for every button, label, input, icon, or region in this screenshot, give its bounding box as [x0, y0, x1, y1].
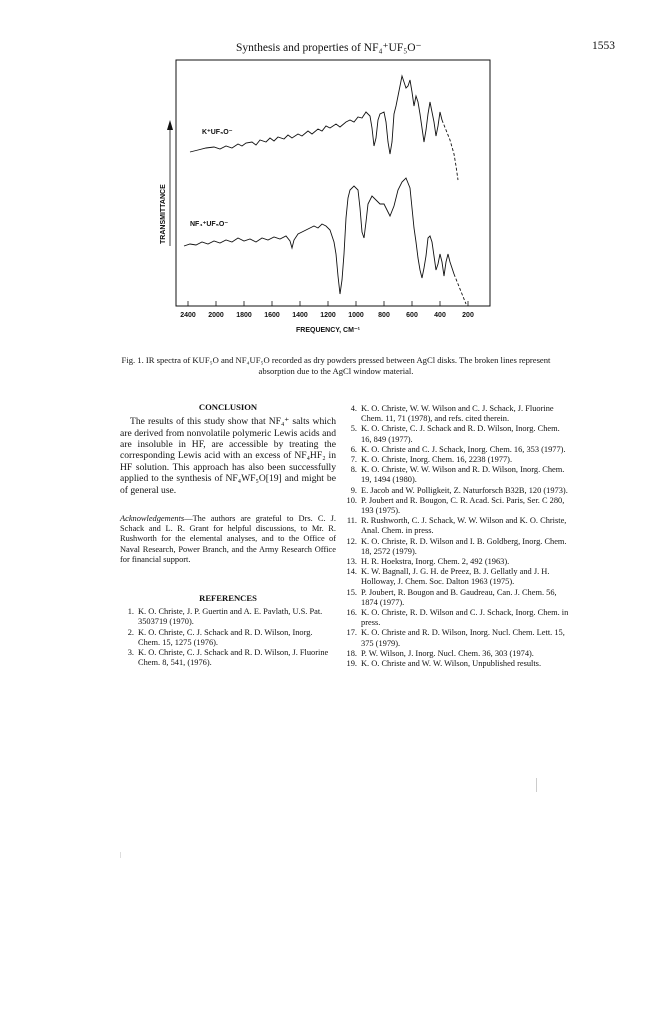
reference-text: K. O. Christe, W. W. Wilson and R. D. Wilson, Inorg. Chem. 19, 1494 (1980). — [361, 465, 565, 485]
reference-item — [343, 465, 569, 485]
acknowledgements-heading: Acknowledgements — [120, 514, 185, 524]
reference-text: K. O. Christe, J. P. Guertin and A. E. Pavlath, U.S. Pat. 3503719 (1970). — [138, 607, 323, 627]
reference-number: 3. — [127, 648, 134, 658]
reference-number: 11. — [346, 516, 357, 526]
reference-item — [343, 445, 569, 455]
acknowledgements — [120, 514, 336, 565]
acknowledgements-text: —The authors are grateful to Drs. C. J. Schack and L. R. Grant for helpful discussions, to Mr. R. Rushworth for the elemental analyses, and to the Office of Naval Research, Power Branch, and the Army Research Office for financial support. — [120, 514, 336, 564]
page-number: 1553 — [592, 40, 615, 52]
x-axis-ticks — [188, 301, 468, 306]
reference-number: 10. — [346, 495, 357, 505]
x-tick-600: 600 — [406, 312, 418, 319]
reference-item — [343, 455, 569, 465]
x-tick-1000: 1000 — [348, 312, 364, 319]
scan-mark — [536, 778, 537, 792]
x-tick-1800: 1800 — [236, 312, 252, 319]
reference-text: P. W. Wilson, J. Inorg. Nucl. Chem. 36, 303 (1974). — [361, 648, 534, 658]
ir-spectrum-figure — [150, 58, 510, 350]
reference-item — [343, 404, 569, 424]
reference-text: H. R. Hoekstra, Inorg. Chem. 2, 492 (1963). — [361, 557, 510, 567]
reference-number: 1. — [127, 607, 134, 617]
y-axis-arrowhead — [167, 120, 173, 130]
reference-text: K. O. Christe, R. D. Wilson and I. B. Goldberg, Inorg. Chem. 18, 2572 (1979). — [361, 536, 567, 556]
reference-text: K. O. Christe and R. D. Wilson, Inorg. Nucl. Chem. Lett. 15, 375 (1979). — [361, 628, 565, 648]
reference-item — [343, 486, 569, 496]
reference-item — [343, 516, 569, 536]
reference-item — [343, 588, 569, 608]
reference-item — [343, 608, 569, 628]
reference-number: 17. — [346, 628, 357, 638]
x-tick-1200: 1200 — [320, 312, 336, 319]
reference-text: K. O. Christe, R. D. Wilson and C. J. Schack, Inorg. Chem. in press. — [361, 608, 569, 628]
reference-text: K. O. Christe and C. J. Schack, Inorg. Chem. 16, 353 (1977). — [361, 444, 566, 454]
reference-text: R. Rushworth, C. J. Schack, W. W. Wilson and K. O. Christe, Anal. Chem. in press. — [361, 516, 567, 536]
nf4uf5o-trace — [184, 178, 454, 294]
figure-caption: Fig. 1. IR spectra of KUF₅O and NF₄UF₅O recorded as dry powders pressed between AgCl disks. The broken lines represent absorption due to the AgCl window material. — [121, 355, 551, 376]
reference-number: 16. — [346, 608, 357, 618]
x-tick-1400: 1400 — [292, 312, 308, 319]
reference-item — [343, 628, 569, 648]
reference-text: K. O. Christe, C. J. Schack and R. D. Wilson, J. Fluorine Chem. 8, 541, (1976). — [138, 648, 329, 668]
reference-item — [343, 649, 569, 659]
left-column — [120, 402, 336, 668]
x-axis-label: FREQUENCY, CM⁻¹ — [296, 327, 360, 334]
reference-text: K. O. Christe, C. J. Schack and R. D. Wilson, Inorg. Chem. 15, 1275 (1976). — [138, 627, 313, 647]
right-column-references — [343, 404, 569, 669]
reference-text: P. Joubert and R. Bougon, C. R. Acad. Sci. Paris, Ser. C 280, 193 (1975). — [361, 495, 565, 516]
reference-item — [343, 537, 569, 557]
reference-number: 14. — [346, 567, 357, 577]
reference-item — [343, 496, 569, 516]
trace-label-kuf5o: K⁺UF₅O⁻ — [202, 129, 233, 136]
reference-item — [343, 567, 569, 587]
kuf5o-broken-line — [442, 120, 458, 180]
reference-text: P. Joubert, R. Bougon and B. Gaudreau, Can. J. Chem. 56, 1874 (1977). — [361, 587, 557, 607]
reference-text: E. Jacob and W. Polligkeit, Z. Naturforsch B32B, 120 (1973). — [361, 485, 568, 495]
reference-item — [120, 607, 336, 627]
kuf5o-trace — [190, 76, 442, 154]
reference-number: 15. — [346, 587, 357, 597]
x-tick-400: 400 — [434, 312, 446, 319]
reference-number: 12. — [346, 536, 357, 546]
reference-number: 4. — [350, 404, 357, 413]
x-tick-1600: 1600 — [264, 312, 280, 319]
reference-number: 19. — [346, 659, 357, 669]
reference-text: K. O. Christe, W. W. Wilson and C. J. Schack, J. Fluorine Chem. 11, 71 (1978), and refs. cited therein. — [361, 404, 554, 424]
reference-number: 9. — [350, 485, 357, 495]
reference-number: 18. — [346, 648, 357, 658]
trace-label-nf4uf5o: NF₄⁺UF₅O⁻ — [190, 221, 229, 228]
x-tick-2400: 2400 — [180, 312, 196, 319]
reference-text: K. W. Bagnall, J. G. H. de Preez, B. J. Gellatly and J. H. Holloway, J. Chem. Soc. Dalton 1963 (1975). — [361, 567, 550, 587]
reference-number: 5. — [350, 424, 357, 434]
reference-number: 6. — [350, 444, 357, 454]
scan-mark — [120, 852, 121, 858]
reference-number: 7. — [350, 455, 357, 465]
y-axis-label: TRANSMITTANCE — [160, 184, 167, 244]
reference-item — [120, 628, 336, 648]
x-tick-200: 200 — [462, 312, 474, 319]
running-head: Synthesis and properties of NF₄⁺UF₅O⁻ — [236, 42, 422, 54]
reference-item — [120, 648, 336, 668]
reference-text: K. O. Christe, C. J. Schack and R. D. Wilson, Inorg. Chem. 16, 849 (1977). — [361, 424, 560, 444]
references-title: REFERENCES — [199, 593, 257, 604]
reference-text: K. O. Christe and W. W. Wilson, Unpublished results. — [361, 659, 542, 669]
reference-item — [343, 424, 569, 444]
reference-number: 8. — [350, 465, 357, 475]
conclusion-text: The results of this study show that NF₄⁺ salts which are derived from nonvolatile polymeric Lewis acids and are insoluble in HF, are accessible by treating the corresponding Lewis acid with an excess of NF₄HF₂ in HF solution. This approach has also been successfully applied to the synthesis of NF₄WF₅O[19] and might be of general use. — [120, 416, 336, 496]
x-tick-2000: 2000 — [208, 312, 224, 319]
reference-text: K. O. Christe, Inorg. Chem. 16, 2238 (1977). — [361, 455, 513, 465]
reference-number: 2. — [127, 627, 134, 637]
nf4uf5o-broken-line — [454, 274, 466, 304]
x-tick-800: 800 — [378, 312, 390, 319]
reference-item — [343, 557, 569, 567]
reference-item — [343, 659, 569, 669]
conclusion-title: CONCLUSION — [198, 402, 258, 412]
reference-number: 13. — [346, 557, 357, 567]
